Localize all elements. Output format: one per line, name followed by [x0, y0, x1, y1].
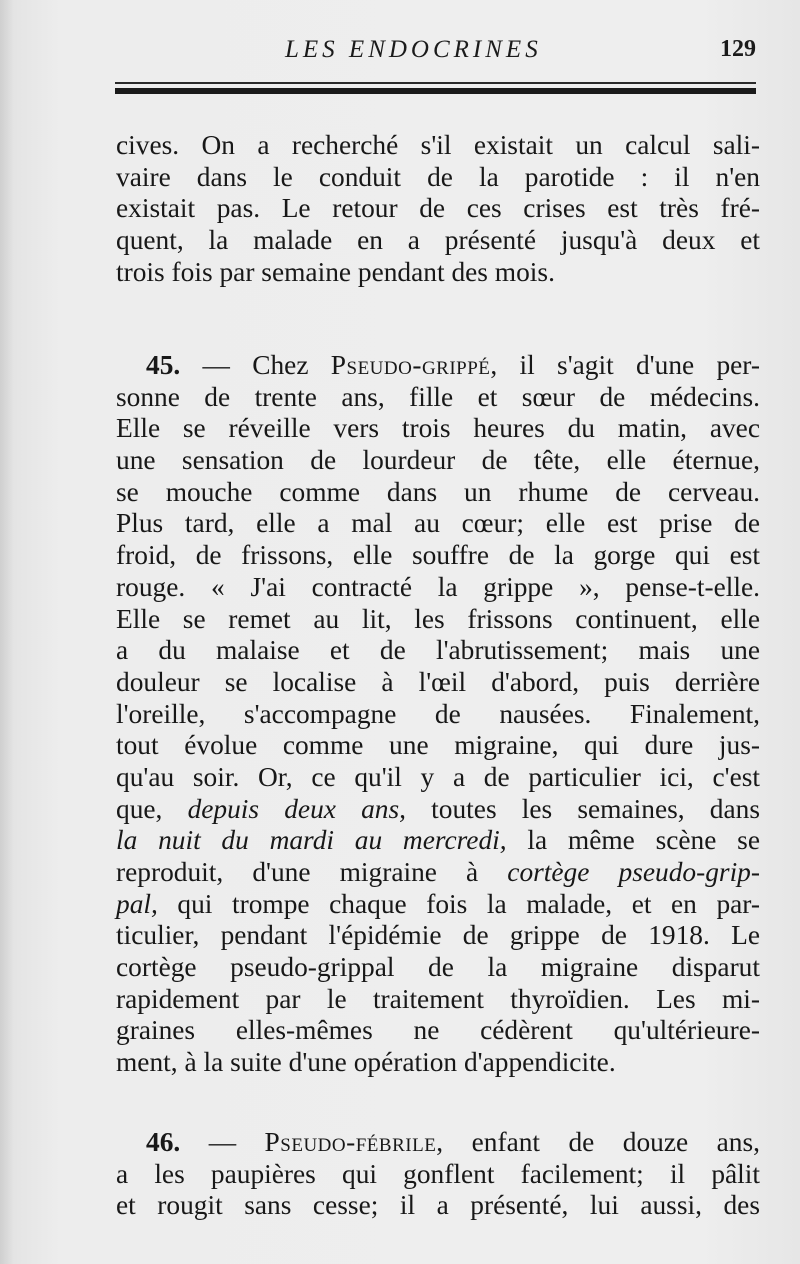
- text-line: Elle se remet au lit, les frissons continuent, elle: [116, 603, 760, 634]
- text-line: cortège pseudo-grippal de la migraine disparut: [116, 952, 760, 983]
- text-line: rapidement par le traitement thyroïdien. Les mi-: [116, 983, 760, 1014]
- italic-span: depuis deux ans,: [187, 793, 407, 824]
- case-name: Pseudo-grippé: [330, 350, 491, 380]
- text-line: quent, la malade en a présenté jusqu'à deux et: [116, 225, 760, 256]
- text-span: toutes les semaines, dans: [406, 793, 760, 824]
- paragraph-case-45: [116, 350, 760, 1079]
- text-line: a du malaise et de l'abrutissement; mais une: [116, 635, 760, 666]
- italic-span: la nuit du mardi au mercredi,: [116, 825, 507, 856]
- paragraph-case-46: [116, 1127, 760, 1222]
- text-line: trois fois par semaine pendant des mois.: [116, 256, 555, 287]
- case-name: Pseudo-fébrile: [264, 1127, 437, 1157]
- text-line: [116, 889, 760, 921]
- text-line: et rougit sans cesse; il a présenté, lui aussi, des: [116, 1190, 760, 1221]
- text-line: se mouche comme dans un rhume de cerveau.: [116, 476, 760, 507]
- text-line: [116, 350, 760, 382]
- italic-span: cortège pseudo-grip-: [507, 857, 760, 887]
- text-line: une sensation de lourdeur de tête, elle éternue,: [116, 445, 760, 476]
- case-number: 46.: [146, 1127, 181, 1157]
- text-line: qu'au soir. Or, ce qu'il y a de particulier ici, c'est: [116, 761, 760, 792]
- line-rest: , il s'agit d'une per-: [490, 350, 760, 380]
- text-line: Plus tard, elle a mal au cœur; elle est prise de: [116, 508, 760, 539]
- text-span: qui trompe chaque fois la malade, et en par-: [157, 888, 760, 919]
- header-rule-thick: [115, 88, 756, 94]
- text-line: Elle se réveille vers trois heures du matin, avec: [116, 413, 760, 444]
- text-span: que,: [116, 793, 188, 824]
- text-span: la même scène se: [506, 825, 760, 856]
- text-line: ticulier, pendant l'épidémie de grippe de 1918. Le: [116, 920, 760, 951]
- text-line: [116, 857, 760, 889]
- text-line: graines elles-mêmes ne cédèrent qu'ultérieure-: [116, 1015, 760, 1046]
- italic-span: pal,: [116, 888, 158, 919]
- page-number: 129: [720, 36, 756, 62]
- running-title: LES ENDOCRINES: [285, 36, 542, 63]
- text-line: [116, 1127, 760, 1159]
- text-line: [116, 825, 760, 857]
- text-line: l'oreille, s'accompagne de nausées. Finalement,: [116, 698, 760, 729]
- text-line: existait pas. Le retour de ces crises est très fré-: [116, 193, 760, 224]
- text-line: a les paupières qui gonflent facilement; il pâlit: [116, 1158, 760, 1189]
- text-line: cives. On a recherché s'il existait un calcul sali-: [116, 130, 760, 160]
- page-header: [115, 36, 760, 70]
- text-line: [116, 794, 760, 826]
- text-line: rouge. « J'ai contracté la grippe », pense-t-elle.: [116, 571, 760, 602]
- line-rest: , enfant de douze ans,: [436, 1127, 760, 1157]
- case-number: 45.: [146, 350, 181, 380]
- lead-dash: —: [180, 1127, 265, 1157]
- text-line: douleur se localise à l'œil d'abord, puis derrière: [116, 666, 760, 697]
- text-line: froid, de frissons, elle souffre de la gorge qui est: [116, 540, 760, 571]
- lead-dash: — Chez: [180, 350, 331, 380]
- text-span: reproduit, d'une migraine à: [116, 857, 508, 887]
- header-rule-thin: [115, 82, 756, 84]
- text-line: vaire dans le conduit de la parotide : il n'en: [116, 161, 760, 192]
- text-line: tout évolue comme une migraine, qui dure jus-: [116, 730, 760, 761]
- text-line: ment, à la suite d'une opération d'appendicite.: [116, 1047, 616, 1078]
- text-line: sonne de trente ans, fille et sœur de médecins.: [116, 381, 760, 412]
- paragraph-continued: [116, 130, 760, 288]
